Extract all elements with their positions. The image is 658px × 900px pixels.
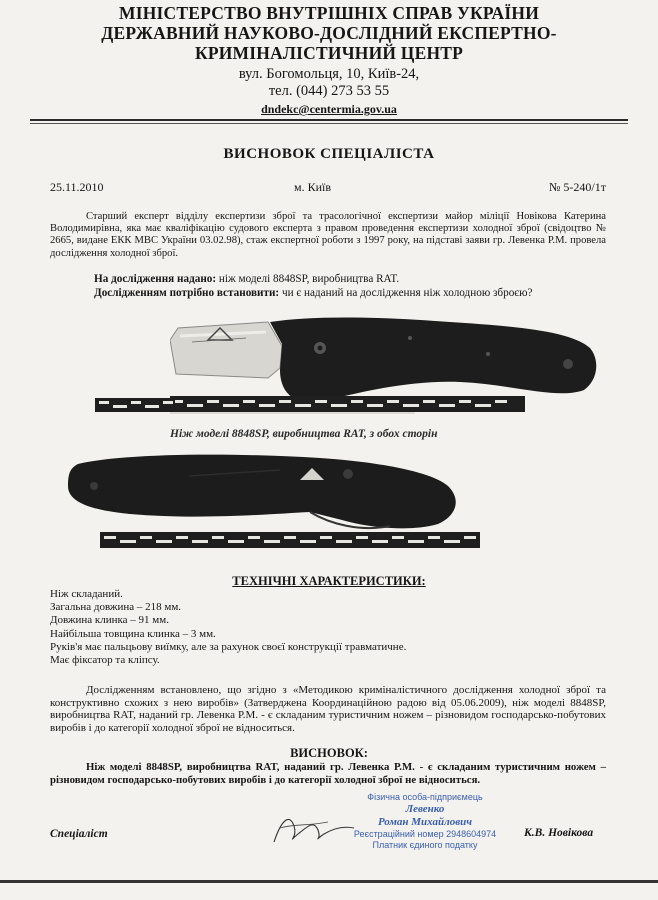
header-ministry: МІНІСТЕРСТВО ВНУТРІШНІХ СПРАВ УКРАЇНИ (119, 3, 539, 23)
document-number: № 5-240/1т (548, 180, 606, 194)
entrepreneur-stamp (345, 792, 505, 851)
photo-caption: Ніж моделі 8848SP, виробництва RAT, з обох сторін (170, 428, 438, 440)
conclusion-text: Ніж моделі 8848SP, виробництва RAT, наданий гр. Левенка Р.М. - є складаним туристичним ножем – різновидом господарсько-побутових виробів і до категорії холодної зброї не відноситься. (50, 761, 606, 786)
stamp-name: Роман Михайлович (377, 816, 473, 828)
ruler-open (170, 396, 525, 412)
tech-line: Довжина клинка – 91 мм. (50, 614, 169, 627)
intro-paragraph: Старший експерт відділу експертизи зброї та трасологічної експертизи майор міліції Новікова Катерина Володимирівна, яка має кваліфікацію судового експерта з правом проведення експертизи холодної зброї (свідоцтво № 2665, видане ЕКК МВС України 03.02.98), стаж експертної роботи з 1997 року, на підставі заяви гр. Левенка Р.М. провела дослідження холодної зброї. (50, 211, 606, 259)
ruler-open-left (95, 396, 175, 414)
stamp-line: Платник єдиного податку (372, 840, 478, 850)
knife-photo-open (170, 308, 610, 426)
document-title: ВИСНОВОК СПЕЦІАЛІСТА (223, 146, 435, 162)
submitted-line (94, 272, 399, 286)
tech-line: Має фіксатор та кліпсу. (50, 654, 160, 667)
header-email: dndekc@centermia.gov.ua (261, 102, 397, 116)
tech-line: Ніж складаний. (50, 588, 123, 600)
tech-line: Найбільша товщина клинка – 3 мм. (50, 627, 216, 640)
handwritten-signature (268, 808, 358, 850)
tech-heading: ТЕХНІЧНІ ХАРАКТЕРИСТИКИ: (232, 574, 426, 588)
signature-role: Спеціаліст (50, 828, 108, 840)
submitted-value: ніж моделі 8848SP, виробництва RAT. (216, 273, 400, 285)
document-city: м. Київ (294, 180, 332, 194)
stamp-line: Реєстраційний номер 2948604974 (353, 829, 497, 839)
signature-name: К.В. Новікова (524, 827, 594, 839)
page-bottom-edge (0, 880, 658, 883)
question-value: чи є наданий на дослідження ніж холодною зброєю? (279, 287, 533, 299)
ruler-closed (100, 532, 480, 548)
header-address: вул. Богомольця, 10, Київ-24, (238, 66, 420, 82)
header-divider-thin (30, 123, 628, 124)
tech-line: Руків'я має пальцьову виїмку, але за рахунок своєї конструкції травматичне. (50, 640, 407, 653)
knife-photo-closed (60, 446, 480, 558)
stamp-surname: Левенко (405, 803, 445, 815)
question-line (94, 286, 532, 300)
tech-line: Загальна довжина – 218 мм. (50, 601, 182, 614)
header-phone: тел. (044) 273 53 55 (268, 83, 390, 99)
question-label: Дослідженням потрібно встановити: (94, 287, 280, 299)
header-divider (30, 119, 628, 121)
header-center-line1: ДЕРЖАВНИЙ НАУКОВО-ДОСЛІДНИЙ ЕКСПЕРТНО- (101, 23, 557, 43)
conclusion-heading: ВИСНОВОК: (290, 746, 368, 760)
findings-paragraph: Дослідженням встановлено, що згідно з «Методикою криміналістичного дослідження холодної зброї та конструктивно схожих з нею виробів» (Затверджена Координаційною радою від 05.06.2009), ніж моделі 8848SP, виробництва RAT, наданий гр. Левенка Р.М. - є складаним туристичним ножем – різновидом господарсько-побутових виробів і до категорії холодної зброї не відноситься. (50, 684, 606, 734)
tech-list (50, 588, 406, 667)
stamp-line: Фізична особа-підприємець (367, 792, 483, 802)
submitted-label: На дослідження надано: (94, 273, 217, 285)
document-date: 25.11.2010 (50, 180, 104, 194)
header-center-line2: КРИМІНАЛІСТИЧНИЙ ЦЕНТР (194, 43, 464, 63)
